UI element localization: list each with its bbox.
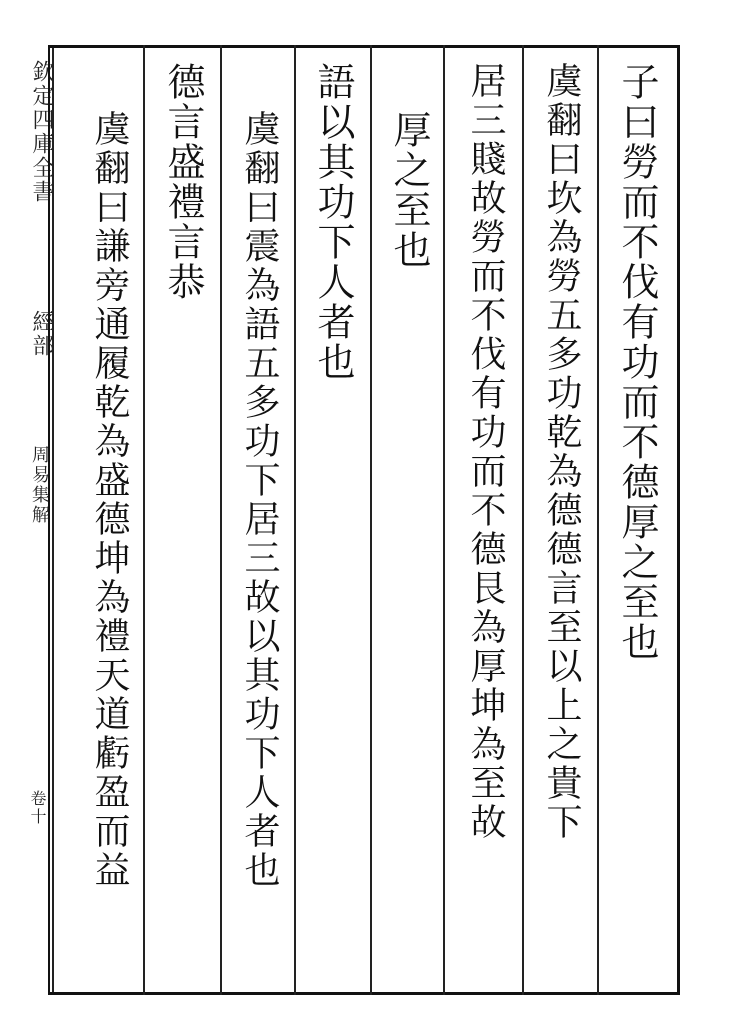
- column-rule: [294, 45, 296, 995]
- column-rule: [522, 45, 524, 995]
- text-column: 語以其功下人者也: [311, 62, 355, 382]
- text-column: 居三賤故勞而不伐有功而不德艮為厚坤為至故: [465, 62, 506, 842]
- book-title: 欽定四庫全書: [29, 60, 54, 204]
- text-column: 虞翻曰坎為勞五多功乾為德德言至以上之貴下: [541, 62, 582, 842]
- column-rule: [443, 45, 445, 995]
- text-column: 厚之至也: [387, 110, 431, 270]
- work-title: 周易集解: [29, 445, 50, 525]
- column-rule: [220, 45, 222, 995]
- text-column: 德言盛禮言恭: [161, 62, 205, 302]
- text-column: 虞翻曰震為語五多功下居三故以其功下人者也: [239, 110, 280, 890]
- column-rule: [597, 45, 599, 995]
- page-number: 卷十: [28, 790, 47, 826]
- volume-label: 經部: [29, 310, 54, 358]
- text-column: 子曰勞而不伐有功而不德厚之至也: [615, 62, 659, 662]
- column-rule: [370, 45, 372, 995]
- text-column: 虞翻曰謙旁通履乾為盛德坤為禮天道虧盈而益: [89, 110, 130, 890]
- column-rule: [143, 45, 145, 995]
